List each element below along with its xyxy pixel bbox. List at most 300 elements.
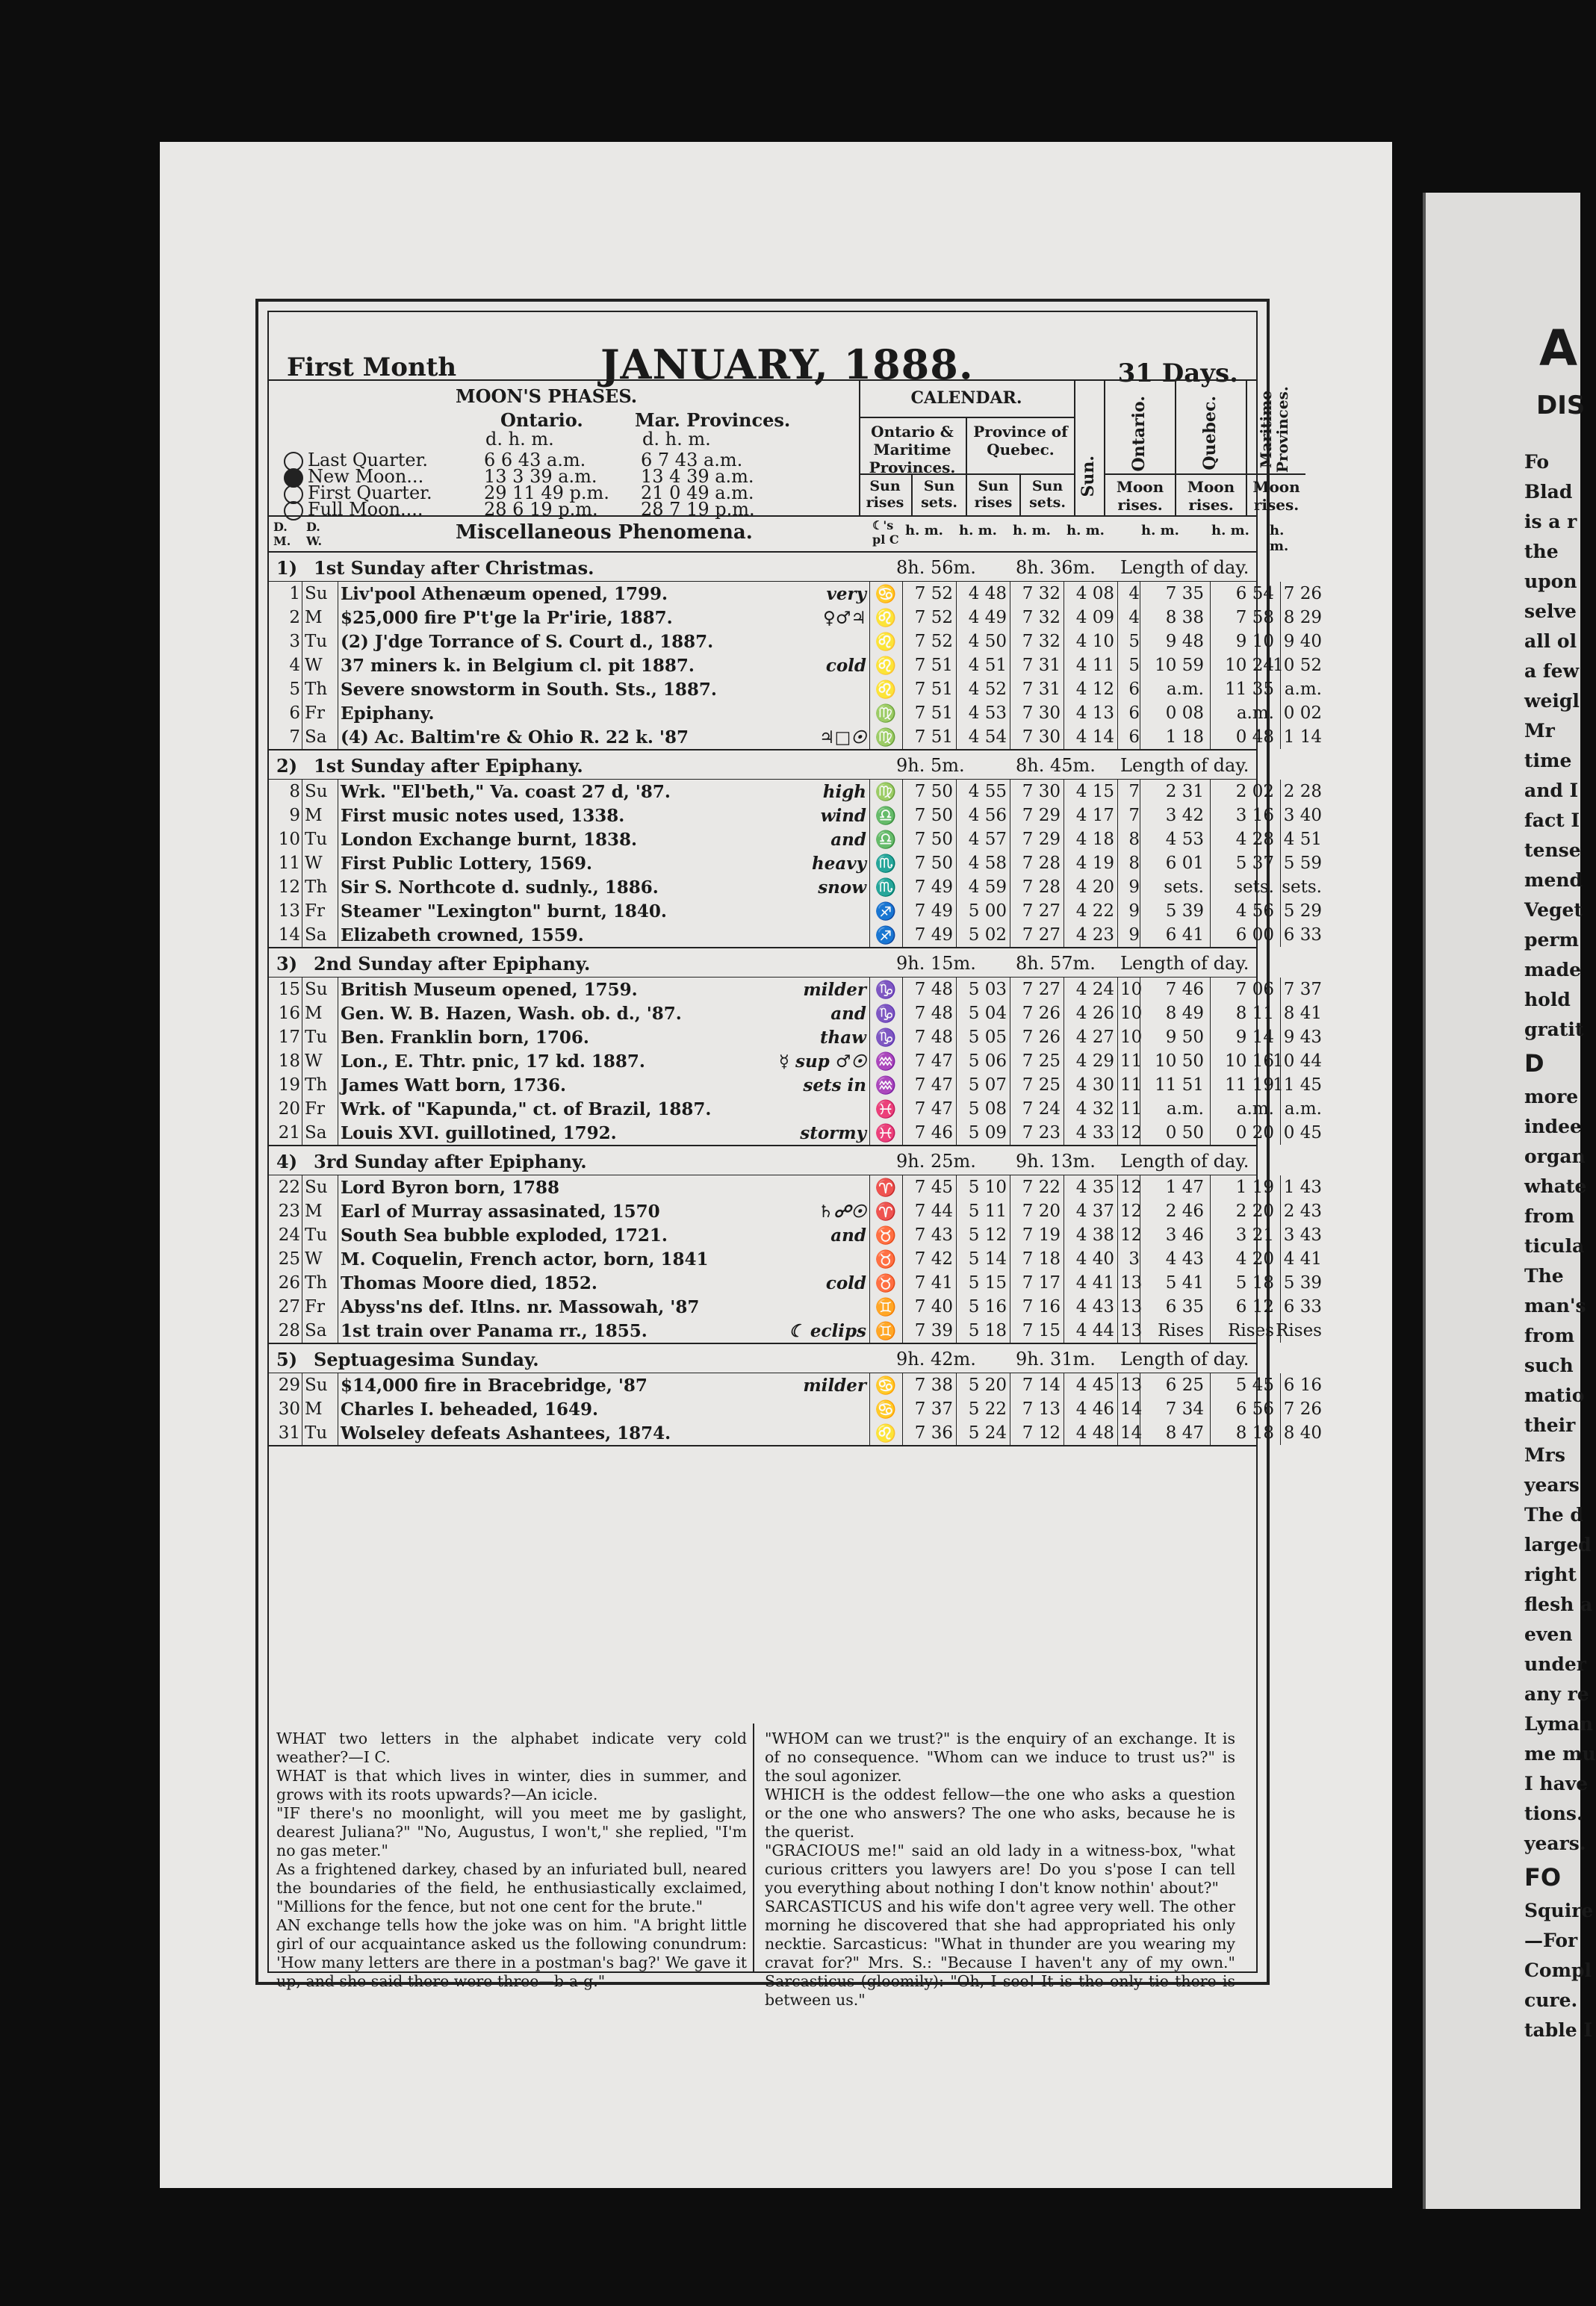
column-rule <box>1280 701 1281 725</box>
day-sun: 6 <box>1128 727 1140 747</box>
day-row <box>269 653 1322 677</box>
right-page-line: whate <box>1524 1175 1587 1197</box>
phase-ontario: 28 6 19 p.m. <box>484 499 598 520</box>
day-mm: a.m. <box>1284 680 1322 699</box>
day-s2: 4 48 <box>1075 1423 1114 1443</box>
day-mo: 2 46 <box>1165 1202 1204 1221</box>
column-rule <box>1280 582 1281 606</box>
column-rule <box>869 804 870 827</box>
day-mp: ♊ <box>875 1298 897 1317</box>
day-dw: Th <box>305 680 328 699</box>
right-page-line: the <box>1524 541 1559 562</box>
day-mo: a.m. <box>1166 1099 1204 1119</box>
day-mp: ♉ <box>875 1250 897 1269</box>
day-wx: milder <box>803 1376 866 1396</box>
column-rule <box>902 1295 903 1319</box>
day-mm: 4 51 <box>1283 830 1322 849</box>
day-s2: 4 46 <box>1075 1399 1114 1419</box>
right-page-line: any re <box>1524 1683 1589 1705</box>
ontario-moon-head <box>1105 381 1176 475</box>
column-rule <box>869 1073 870 1097</box>
day-s1: 4 51 <box>968 656 1007 675</box>
day-dm: 13 <box>278 901 300 921</box>
day-s2: 4 08 <box>1075 584 1114 603</box>
column-rule <box>1210 1073 1211 1097</box>
day-s1: 5 12 <box>968 1225 1007 1245</box>
right-page-line: Mr <box>1524 720 1555 742</box>
mar-provinces-label: Mar. Provinces. <box>635 409 791 431</box>
day-dm: 27 <box>278 1297 300 1317</box>
day-ev: Charles I. beheaded, 1649. <box>341 1399 598 1420</box>
column-rule <box>869 1025 870 1049</box>
sun-rises-head: Sun rises <box>859 475 913 515</box>
column-rule <box>869 606 870 630</box>
day-wx: cold <box>825 1273 866 1293</box>
day-r2: 7 27 <box>1022 980 1061 999</box>
day-sun: 10 <box>1120 980 1143 999</box>
day-mo: Rises <box>1158 1321 1204 1340</box>
day-mp: ♒ <box>875 1052 897 1072</box>
day-s1: 5 06 <box>968 1051 1007 1071</box>
hm-label: h. m. <box>1211 523 1249 538</box>
column-rule <box>1117 875 1118 899</box>
day-wx: ♃□☉ <box>819 727 866 748</box>
day-row <box>269 978 1322 1001</box>
day-mo: 8 49 <box>1165 1004 1204 1023</box>
day-mp: ♍ <box>875 728 897 748</box>
column-rule <box>1210 978 1211 1001</box>
column-rule <box>869 1421 870 1445</box>
day-mo: 4 53 <box>1165 830 1204 849</box>
day-sun: 13 <box>1120 1376 1143 1395</box>
day-dw: Fr <box>305 901 325 921</box>
day-s2: 4 23 <box>1075 925 1114 945</box>
day-wx: and <box>830 1225 866 1246</box>
week-dl2: 9h. 31m. <box>1016 1349 1096 1370</box>
day-s2: 4 30 <box>1075 1075 1114 1095</box>
calendar-title-box <box>859 381 1075 418</box>
column-rule <box>1117 653 1118 677</box>
day-dw: Su <box>305 782 328 801</box>
column-rule <box>1117 804 1118 827</box>
day-mp: ♋ <box>875 1376 897 1396</box>
week-num: 4) <box>276 1151 298 1172</box>
column-rule <box>1210 1295 1211 1319</box>
column-rule <box>1117 1001 1118 1025</box>
moons-phases-title: MOON'S PHASES. <box>456 385 638 407</box>
day-dm: 30 <box>278 1399 300 1419</box>
right-page-line: Mrs <box>1524 1444 1565 1466</box>
week-dlt: Length of day. <box>1120 557 1249 578</box>
day-mm: 7 26 <box>1283 584 1322 603</box>
day-rows <box>269 553 1322 1446</box>
day-r1: 7 42 <box>914 1249 953 1269</box>
right-page-line: even <box>1524 1623 1573 1645</box>
day-dw: W <box>305 1249 323 1269</box>
column-rule <box>1280 875 1281 899</box>
day-s1: 4 55 <box>968 782 1007 801</box>
hm-label: h. m. <box>959 523 997 538</box>
day-mq: 4 56 <box>1235 901 1274 921</box>
column-rule <box>902 1271 903 1295</box>
day-r1: 7 52 <box>914 632 953 651</box>
day-mq: 5 45 <box>1235 1376 1274 1395</box>
right-page-line: such <box>1524 1355 1574 1376</box>
week-dl2: 8h. 45m. <box>1016 755 1096 776</box>
day-row <box>269 923 1322 947</box>
day-dw: Sa <box>305 727 327 747</box>
column-rule <box>869 1319 870 1343</box>
column-rule <box>902 725 903 749</box>
column-rule <box>956 725 957 749</box>
day-r1: 7 48 <box>914 1028 953 1047</box>
column-rule <box>1280 1049 1281 1073</box>
day-ev: $25,000 fire P't'ge la Pr'irie, 1887. <box>341 608 673 628</box>
day-mp: ♐ <box>875 926 897 945</box>
week-header <box>269 948 1256 978</box>
day-sun: 14 <box>1120 1423 1143 1443</box>
column-rule <box>869 630 870 653</box>
phase-ontario: 29 11 49 p.m. <box>484 482 609 503</box>
column-rule <box>956 677 957 701</box>
province-quebec-head: Province of Quebec. <box>967 418 1075 475</box>
joke-paragraph: WHAT two letters in the alphabet indicate very cold weather?—I C. <box>276 1730 747 1766</box>
day-ev: London Exchange burnt, 1838. <box>341 830 638 850</box>
day-mp: ♉ <box>875 1274 897 1293</box>
day-mq: 11 19 <box>1225 1075 1274 1095</box>
column-rule <box>1280 677 1281 701</box>
day-dw: Sa <box>305 925 327 945</box>
moon-rises-head: Moon rises. <box>1105 475 1176 515</box>
column-rule <box>1280 630 1281 653</box>
column-rule <box>902 606 903 630</box>
day-ev: Earl of Murray assasinated, 1570 <box>341 1202 660 1222</box>
column-rule <box>1210 1175 1211 1199</box>
column-rule <box>902 978 903 1001</box>
day-mm: 8 29 <box>1283 608 1322 627</box>
day-sun: 3 <box>1128 1249 1140 1269</box>
day-s1: 4 49 <box>968 608 1007 627</box>
column-rule <box>1280 1199 1281 1223</box>
day-mm: 6 33 <box>1283 925 1322 945</box>
day-s1: 5 09 <box>968 1123 1007 1143</box>
day-mp: ♒ <box>875 1076 897 1095</box>
day-mm: sets. <box>1282 877 1322 897</box>
right-page-line: Blad <box>1524 481 1573 503</box>
day-mm: 8 40 <box>1283 1423 1322 1443</box>
column-rule <box>869 851 870 875</box>
column-rule <box>1210 725 1211 749</box>
column-rule <box>1210 1397 1211 1421</box>
day-sun: 11 <box>1120 1099 1143 1119</box>
right-page-line: from <box>1524 1205 1575 1227</box>
day-r2: 7 23 <box>1022 1123 1061 1143</box>
right-page-line: mend <box>1524 869 1583 891</box>
hm-label: h. m. <box>1013 523 1051 538</box>
column-rule <box>956 827 957 851</box>
day-sun: 13 <box>1120 1273 1143 1293</box>
day-mm: 5 39 <box>1283 1273 1322 1293</box>
column-rule <box>1280 827 1281 851</box>
day-row <box>269 1271 1322 1295</box>
day-s1: 4 54 <box>968 727 1007 747</box>
week-header <box>269 553 1256 582</box>
day-row <box>269 1421 1322 1445</box>
day-mp: ♌ <box>875 656 897 676</box>
day-s1: 4 48 <box>968 584 1007 603</box>
day-wx: high <box>822 782 866 802</box>
column-rule <box>1117 780 1118 804</box>
day-s2: 4 09 <box>1075 608 1114 627</box>
day-s1: 5 16 <box>968 1297 1007 1317</box>
right-page-line: D <box>1524 1049 1544 1078</box>
column-rule <box>902 1025 903 1049</box>
day-s2: 4 17 <box>1075 806 1114 825</box>
column-rule <box>1280 1421 1281 1445</box>
column-rule <box>902 780 903 804</box>
day-r2: 7 29 <box>1022 806 1061 825</box>
right-page-line: right <box>1524 1564 1577 1585</box>
day-row <box>269 827 1322 851</box>
day-mo: sets. <box>1164 877 1204 897</box>
day-s1: 5 18 <box>968 1321 1007 1340</box>
day-mp: ♍ <box>875 783 897 802</box>
column-rule <box>956 582 957 606</box>
day-sun: 11 <box>1120 1051 1143 1071</box>
day-sun: 7 <box>1128 782 1140 801</box>
day-mo: 8 38 <box>1165 608 1204 627</box>
column-rule <box>956 899 957 923</box>
day-r1: 7 49 <box>914 925 953 945</box>
day-s2: 4 43 <box>1075 1297 1114 1317</box>
moon-rises-head: Moon rises. <box>1252 478 1300 514</box>
day-s2: 4 13 <box>1075 703 1114 723</box>
day-dm: 18 <box>278 1051 300 1071</box>
day-mm: 5 29 <box>1283 901 1322 921</box>
day-s1: 5 11 <box>968 1202 1007 1221</box>
day-mp: ♊ <box>875 1322 897 1341</box>
day-row <box>269 1223 1322 1247</box>
day-r1: 7 36 <box>914 1423 953 1443</box>
jokes-section <box>269 1724 1256 2009</box>
column-rule <box>869 1049 870 1073</box>
day-ev: M. Coquelin, French actor, born, 1841 <box>341 1249 709 1269</box>
column-rule <box>902 677 903 701</box>
day-mq: 0 20 <box>1235 1123 1274 1143</box>
column-rule <box>1210 804 1211 827</box>
day-mp: ♑ <box>875 1028 897 1048</box>
day-s2: 4 37 <box>1075 1202 1114 1221</box>
column-rule <box>1210 827 1211 851</box>
sun-sets-head: Sun sets. <box>913 475 967 515</box>
right-page-line: perm <box>1524 929 1580 951</box>
day-mq: 10 24 <box>1225 656 1274 675</box>
day-s1: 5 02 <box>968 925 1007 945</box>
quebec-vertical-label: Quebec. <box>1200 396 1220 470</box>
column-rule <box>956 923 957 947</box>
day-dw: Su <box>305 1178 328 1197</box>
day-ev: Gen. W. B. Hazen, Wash. ob. d., '87. <box>341 1004 682 1024</box>
column-rule <box>956 780 957 804</box>
day-s1: 5 08 <box>968 1099 1007 1119</box>
day-mq: 2 02 <box>1235 782 1274 801</box>
day-sun: 9 <box>1128 925 1140 945</box>
day-mp: ♓ <box>875 1100 897 1119</box>
day-wx: and <box>830 830 866 850</box>
day-s1: 5 07 <box>968 1075 1007 1095</box>
column-rule <box>1117 899 1118 923</box>
day-s2: 4 27 <box>1075 1028 1114 1047</box>
column-rule <box>869 827 870 851</box>
day-dw: Fr <box>305 1297 325 1317</box>
day-r2: 7 12 <box>1022 1423 1061 1443</box>
day-dm: 20 <box>278 1099 300 1119</box>
column-rule <box>1210 630 1211 653</box>
day-row <box>269 875 1322 899</box>
day-wx: thaw <box>819 1028 866 1048</box>
day-r1: 7 48 <box>914 980 953 999</box>
day-mm: 6 16 <box>1283 1376 1322 1395</box>
day-dm: 15 <box>278 980 300 999</box>
day-wx: stormy <box>800 1123 866 1143</box>
day-ev: Liv'pool Athenæum opened, 1799. <box>341 584 668 604</box>
column-rule <box>1117 1223 1118 1247</box>
day-mq: 8 18 <box>1235 1423 1274 1443</box>
day-mo: 5 41 <box>1165 1273 1204 1293</box>
day-mp: ♎ <box>875 830 897 850</box>
ontario-label: Ontario. <box>500 409 583 431</box>
day-wx: snow <box>818 877 866 898</box>
day-r2: 7 17 <box>1022 1273 1061 1293</box>
column-rule <box>902 701 903 725</box>
day-ev: Epiphany. <box>341 703 435 724</box>
day-dw: M <box>305 806 323 825</box>
right-page-line: Squire <box>1524 1900 1594 1921</box>
day-mq: 6 12 <box>1235 1297 1274 1317</box>
day-sun: 7 <box>1128 806 1140 825</box>
column-rule <box>869 1199 870 1223</box>
column-rule <box>869 875 870 899</box>
day-r1: 7 47 <box>914 1075 953 1095</box>
week-dlt: Length of day. <box>1120 1349 1249 1370</box>
day-row <box>269 1175 1322 1199</box>
column-rule <box>1117 1097 1118 1121</box>
column-rule <box>869 899 870 923</box>
column-rule <box>1280 1097 1281 1121</box>
column-rule <box>1280 804 1281 827</box>
day-r1: 7 39 <box>914 1321 953 1340</box>
title-row <box>279 323 1246 388</box>
day-ev: First music notes used, 1338. <box>341 806 625 826</box>
day-s2: 4 12 <box>1075 680 1114 699</box>
column-rule <box>1280 899 1281 923</box>
column-rule <box>869 1097 870 1121</box>
day-s1: 5 22 <box>968 1399 1007 1419</box>
column-rule <box>1210 1121 1211 1145</box>
column-rule <box>1117 923 1118 947</box>
right-page-line: matio <box>1524 1384 1585 1406</box>
day-dm: 11 <box>278 854 300 873</box>
quebec-moon-head <box>1176 381 1247 475</box>
column-rule <box>902 827 903 851</box>
column-divider <box>753 1724 754 1971</box>
day-s1: 5 14 <box>968 1249 1007 1269</box>
day-mo: 5 39 <box>1165 901 1204 921</box>
column-rule <box>869 701 870 725</box>
day-mm: 7 26 <box>1283 1399 1322 1419</box>
column-rule <box>1117 1397 1118 1421</box>
column-rule <box>956 875 957 899</box>
day-ev: Sir S. Northcote d. sudnly., 1886. <box>341 877 659 898</box>
day-mq: a.m. <box>1236 1099 1274 1119</box>
day-mq: 7 06 <box>1235 980 1274 999</box>
column-rule <box>869 725 870 749</box>
column-rule <box>1280 780 1281 804</box>
column-rule <box>1117 582 1118 606</box>
day-r2: 7 25 <box>1022 1051 1061 1071</box>
day-mq: 3 16 <box>1235 806 1274 825</box>
day-ev: Abyss'ns def. Itlns. nr. Massowah, '87 <box>341 1297 700 1317</box>
column-subheader <box>269 514 1289 554</box>
day-r1: 7 50 <box>914 782 953 801</box>
day-mm: 11 45 <box>1273 1075 1322 1095</box>
day-r1: 7 47 <box>914 1099 953 1119</box>
day-row <box>269 1073 1322 1097</box>
day-mm: 0 02 <box>1283 703 1322 723</box>
column-rule <box>1280 923 1281 947</box>
column-rule <box>1117 851 1118 875</box>
day-dm: 31 <box>278 1423 300 1443</box>
column-rule <box>1210 677 1211 701</box>
column-rule <box>1210 1319 1211 1343</box>
column-rule <box>956 1397 957 1421</box>
jokes-right-column <box>765 1730 1235 2010</box>
column-rule <box>956 606 957 630</box>
column-rule <box>869 1223 870 1247</box>
day-ev: Elizabeth crowned, 1559. <box>341 925 584 945</box>
day-mo: 4 43 <box>1165 1249 1204 1269</box>
day-dw: W <box>305 854 323 873</box>
joke-paragraph: "IF there's no moonlight, will you meet me by gaslight, dearest Juliana?" "No, Augustus, I won't," she replied, "I'm no gas meter." <box>276 1804 747 1859</box>
right-page-line: table I <box>1524 2019 1593 2041</box>
joke-paragraph: "WHOM can we trust?" is the enquiry of an exchange. It is of no consequence. "Whom can we induce to trust us?" is the soul agonizer. <box>765 1730 1235 1785</box>
column-rule <box>1210 899 1211 923</box>
day-mm: a.m. <box>1284 1099 1322 1119</box>
day-mm: 4 41 <box>1283 1249 1322 1269</box>
day-mq: 6 56 <box>1235 1399 1274 1419</box>
right-page-line: tense <box>1524 839 1581 861</box>
column-rule <box>902 923 903 947</box>
day-sun: 9 <box>1128 901 1140 921</box>
day-dm: 19 <box>278 1075 300 1095</box>
column-rule <box>956 653 957 677</box>
column-rule <box>869 1121 870 1145</box>
day-r2: 7 26 <box>1022 1004 1061 1023</box>
day-s2: 4 20 <box>1075 877 1114 897</box>
joke-paragraph: As a frightened darkey, chased by an infuriated bull, neared the boundaries of the field, he enthusiastically exclaimed, "Millions for the fence, but not one cent for the brute." <box>276 1860 747 1915</box>
right-page-line: is a r <box>1524 511 1577 532</box>
right-page-line: years <box>1524 1474 1580 1496</box>
column-rule <box>1117 1049 1118 1073</box>
day-dm: 23 <box>278 1202 300 1221</box>
day-s1: 5 04 <box>968 1004 1007 1023</box>
day-mm: 2 43 <box>1283 1202 1322 1221</box>
day-sun: 12 <box>1120 1202 1143 1221</box>
day-r2: 7 25 <box>1022 1075 1061 1095</box>
day-r1: 7 49 <box>914 901 953 921</box>
day-mq: 9 14 <box>1235 1028 1274 1047</box>
day-mo: 9 48 <box>1165 632 1204 651</box>
